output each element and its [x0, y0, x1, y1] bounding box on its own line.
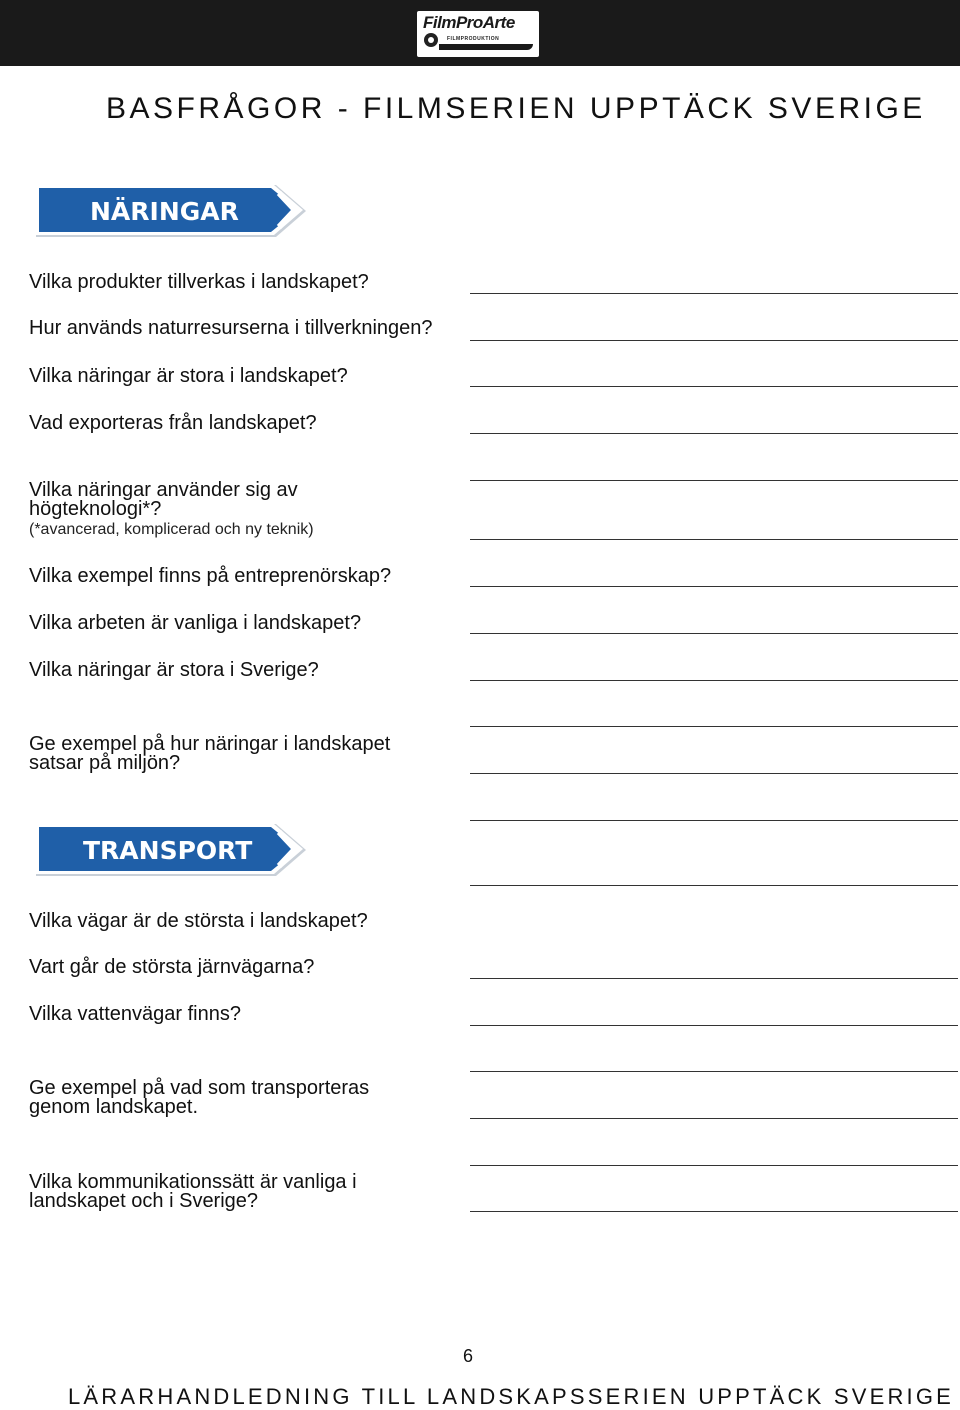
question-vattenvagar: Vilka vattenvägar finns?: [29, 1003, 241, 1025]
question-miljo-1: Ge exempel på hur näringar i landskapet: [29, 733, 391, 755]
question-naturresurser: Hur används naturresurserna i tillverkningen?: [29, 317, 433, 339]
answer-line[interactable]: [470, 680, 958, 681]
film-reel-icon: [424, 33, 438, 47]
question-kommunikation-1: Vilka kommunikationssätt är vanliga i: [29, 1171, 357, 1193]
answer-line[interactable]: [470, 480, 958, 481]
question-vagar: Vilka vägar är de största i landskapet?: [29, 910, 368, 932]
answer-line[interactable]: [470, 433, 958, 434]
answer-line[interactable]: [470, 726, 958, 727]
answer-line[interactable]: [470, 386, 958, 387]
naringar-sign: [33, 182, 309, 240]
answer-line[interactable]: [470, 633, 958, 634]
answer-line[interactable]: [470, 586, 958, 587]
filmproarte-logo: [417, 11, 539, 57]
question-naringar-sverige: Vilka näringar är stora i Sverige?: [29, 659, 319, 681]
question-export: Vad exporteras från landskapet?: [29, 412, 317, 434]
page-title: BASFRÅGOR - FILMSERIEN UPPTÄCK SVERIGE: [106, 92, 926, 125]
answer-line[interactable]: [470, 773, 958, 774]
logo-text: FilmProArte: [423, 13, 515, 32]
question-produkter: Vilka produkter tillverkas i landskapet?: [29, 271, 369, 293]
question-transporteras-2: genom landskapet.: [29, 1096, 199, 1118]
answer-line[interactable]: [470, 978, 958, 979]
question-hogteknologi-note: (*avancerad, komplicerad och ny teknik): [29, 521, 314, 538]
header-bar: [0, 0, 960, 66]
transport-sign: [33, 821, 309, 879]
answer-line[interactable]: [470, 539, 958, 540]
naringar-sign-label: NÄRINGAR: [90, 197, 239, 226]
answer-line[interactable]: [470, 820, 958, 821]
question-miljo-2: satsar på miljön?: [29, 752, 181, 774]
answer-line[interactable]: [470, 293, 958, 294]
footer-text: LÄRARHANDLEDNING TILL LANDSKAPSSERIEN UPPTÄCK SVERIGE: [68, 1384, 955, 1409]
logo-subtitle: FILMPRODUKTION: [447, 36, 500, 42]
question-entreprenorskap: Vilka exempel finns på entreprenörskap?: [29, 565, 392, 587]
answer-line[interactable]: [470, 1165, 958, 1166]
answer-line[interactable]: [470, 1025, 958, 1026]
question-kommunikation-2: landskapet och i Sverige?: [29, 1190, 259, 1212]
question-naringar-landskap: Vilka näringar är stora i landskapet?: [29, 365, 348, 387]
logo-swoosh: [439, 44, 533, 50]
transport-sign-label: TRANSPORT: [83, 836, 253, 865]
page-number: 6: [463, 1346, 474, 1366]
question-hogteknologi-2: högteknologi*?: [29, 498, 162, 520]
answer-line[interactable]: [470, 1071, 958, 1072]
question-transporteras-1: Ge exempel på vad som transporteras: [29, 1077, 370, 1099]
answer-line[interactable]: [470, 885, 958, 886]
question-hogteknologi-1: Vilka näringar använder sig av: [29, 479, 298, 501]
answer-line[interactable]: [470, 1211, 958, 1212]
question-jarnvagar: Vart går de största järnvägarna?: [29, 956, 315, 978]
answer-line[interactable]: [470, 1118, 958, 1119]
answer-line[interactable]: [470, 340, 958, 341]
question-arbeten: Vilka arbeten är vanliga i landskapet?: [29, 612, 362, 634]
